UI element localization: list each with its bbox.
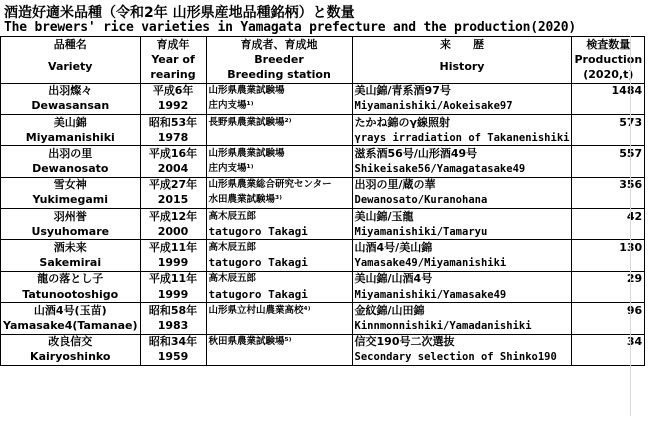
year-jp: 昭和34年 xyxy=(140,334,206,350)
variety-row-jp xyxy=(1,240,645,256)
breeder-line-2 xyxy=(206,318,352,334)
history-en: Yamasake49/Miyamanishiki xyxy=(352,256,572,272)
breeder-line-1: 山形県農業試験場 xyxy=(206,146,352,162)
variety-row-jp xyxy=(1,83,645,99)
year-jp: 平成11年 xyxy=(140,271,206,287)
history-en: Dewanosato/Kuranohana xyxy=(352,193,572,209)
breeder-line-2: 庄内支場¹⁾ xyxy=(206,162,352,178)
history-en: Shikeisake56/Yamagatasake49 xyxy=(352,162,572,178)
variety-name-jp: 改良信交 xyxy=(1,334,141,350)
header-year-en-2: rearing xyxy=(140,67,206,83)
header-year-jp: 育成年 xyxy=(140,37,206,53)
variety-name-jp: 雪女神 xyxy=(1,177,141,193)
header-production-en-2: (2020,t) xyxy=(572,67,645,83)
header-variety-en: Variety xyxy=(1,52,141,83)
variety-name-en: Usyuhomare xyxy=(1,224,141,240)
variety-row-en xyxy=(1,318,645,334)
year-en: 1978 xyxy=(140,130,206,146)
variety-name-en: Yamasake4(Tamanae) xyxy=(1,318,141,334)
header-history-en: History xyxy=(352,52,572,83)
history-jp: 出羽の里/蔵の華 xyxy=(352,177,572,193)
history-jp: 滋系酒56号/山形酒49号 xyxy=(352,146,572,162)
header-variety-jp: 品種名 xyxy=(1,37,141,53)
variety-name-en: Tatunootoshigo xyxy=(1,287,141,303)
breeder-line-2 xyxy=(206,130,352,146)
variety-row-en xyxy=(1,162,645,178)
variety-row-en xyxy=(1,193,645,209)
history-jp: 美山錦/青系酒97号 xyxy=(352,83,572,99)
breeder-line-1: 長野県農業試験場²⁾ xyxy=(206,114,352,130)
history-en: γrays irradiation of Takanenishiki xyxy=(352,130,572,146)
header-row-2 xyxy=(1,52,645,67)
production-value: 557 xyxy=(572,146,645,162)
production-value: 29 xyxy=(572,271,645,287)
header-production-jp: 検査数量 xyxy=(572,37,645,53)
title-japanese: 酒造好適米品種（令和2年 山形県産地品種銘柄）と数量 xyxy=(4,5,355,21)
variety-name-jp: 山酒4号(玉苗) xyxy=(1,303,141,319)
year-jp: 平成16年 xyxy=(140,146,206,162)
year-en: 2000 xyxy=(140,224,206,240)
year-en: 1999 xyxy=(140,287,206,303)
header-history-jp: 来 歴 xyxy=(352,37,572,53)
history-jp: たかね錦のγ線照射 xyxy=(352,114,572,130)
variety-row-jp xyxy=(1,114,645,130)
variety-row-jp xyxy=(1,209,645,225)
production-value: 34 xyxy=(572,334,645,350)
variety-name-jp: 美山錦 xyxy=(1,114,141,130)
breeder-line-2 xyxy=(206,350,352,366)
breeder-line-1: 高木辰五郎 xyxy=(206,240,352,256)
year-jp: 平成6年 xyxy=(140,83,206,99)
variety-name-jp: 羽州誉 xyxy=(1,209,141,225)
year-en: 2015 xyxy=(140,193,206,209)
year-en: 1959 xyxy=(140,350,206,366)
breeder-line-2: tatugoro Takagi xyxy=(206,224,352,240)
production-value: 96 xyxy=(572,303,645,319)
production-value: 42 xyxy=(572,209,645,225)
variety-row-en xyxy=(1,99,645,115)
varieties-table xyxy=(0,36,645,366)
breeder-line-1: 山形県農業試験場 xyxy=(206,83,352,99)
variety-row-en xyxy=(1,224,645,240)
variety-name-en: Dewasansan xyxy=(1,99,141,115)
breeder-line-1: 高木辰五郎 xyxy=(206,209,352,225)
production-value: 356 xyxy=(572,177,645,193)
variety-row-jp xyxy=(1,177,645,193)
title-english: The brewers' rice varieties in Yamagata prefecture and the production(2020) xyxy=(4,20,576,35)
variety-name-en: Kairyoshinko xyxy=(1,350,141,366)
breeder-line-2: 水田農業試験場³⁾ xyxy=(206,193,352,209)
year-en: 1992 xyxy=(140,99,206,115)
variety-name-jp: 酒未来 xyxy=(1,240,141,256)
breeder-line-1: 高木辰五郎 xyxy=(206,271,352,287)
history-en: Kinnmonnishiki/Yamadanishiki xyxy=(352,318,572,334)
variety-name-jp: 出羽燦々 xyxy=(1,83,141,99)
history-jp: 山酒4号/美山錦 xyxy=(352,240,572,256)
variety-row-en xyxy=(1,287,645,303)
variety-row-jp xyxy=(1,271,645,287)
variety-row-en xyxy=(1,350,645,366)
header-year-en-1: Year of xyxy=(140,52,206,67)
year-jp: 平成27年 xyxy=(140,177,206,193)
year-en: 1983 xyxy=(140,318,206,334)
variety-name-en: Dewanosato xyxy=(1,162,141,178)
year-jp: 昭和58年 xyxy=(140,303,206,319)
variety-row-jp xyxy=(1,334,645,350)
breeder-line-2: tatugoro Takagi xyxy=(206,287,352,303)
history-en: Miyamanishiki/Yamasake49 xyxy=(352,287,572,303)
sheet-gridline xyxy=(630,36,648,416)
history-en: Miyamanishiki/Tamaryu xyxy=(352,224,572,240)
variety-name-en: Miyamanishiki xyxy=(1,130,141,146)
breeder-line-2: 庄内支場¹⁾ xyxy=(206,99,352,115)
variety-name-jp: 龍の落とし子 xyxy=(1,271,141,287)
production-value: 1484 xyxy=(572,83,645,99)
variety-name-en: Yukimegami xyxy=(1,193,141,209)
header-breeder-jp: 育成者、育成地 xyxy=(206,37,352,53)
year-en: 1999 xyxy=(140,256,206,272)
variety-row-jp xyxy=(1,303,645,319)
header-row-1 xyxy=(1,37,645,53)
breeder-line-1: 山形県農業総合研究センター xyxy=(206,177,352,193)
variety-name-jp: 出羽の里 xyxy=(1,146,141,162)
breeder-line-1: 山形県立村山農業高校⁴⁾ xyxy=(206,303,352,319)
year-en: 2004 xyxy=(140,162,206,178)
history-jp: 信交190号二次選抜 xyxy=(352,334,572,350)
history-jp: 美山錦/山酒4号 xyxy=(352,271,572,287)
header-production-en-1: Production xyxy=(572,52,645,67)
variety-name-en: Sakemirai xyxy=(1,256,141,272)
variety-row-jp xyxy=(1,146,645,162)
breeder-line-1: 秋田県農業試験場⁵⁾ xyxy=(206,334,352,350)
header-breeder-en-1: Breeder xyxy=(206,52,352,67)
year-jp: 平成11年 xyxy=(140,240,206,256)
history-jp: 金紋錦/山田錦 xyxy=(352,303,572,319)
history-en: Secondary selection of Shinko190 xyxy=(352,350,572,366)
history-en: Miyamanishiki/Aokeisake97 xyxy=(352,99,572,115)
variety-row-en xyxy=(1,256,645,272)
header-breeder-en-2: Breeding station xyxy=(206,67,352,83)
history-jp: 美山錦/玉龍 xyxy=(352,209,572,225)
breeder-line-2: tatugoro Takagi xyxy=(206,256,352,272)
production-value: 573 xyxy=(572,114,645,130)
variety-row-en xyxy=(1,130,645,146)
year-jp: 昭和53年 xyxy=(140,114,206,130)
year-jp: 平成12年 xyxy=(140,209,206,225)
production-value: 130 xyxy=(572,240,645,256)
